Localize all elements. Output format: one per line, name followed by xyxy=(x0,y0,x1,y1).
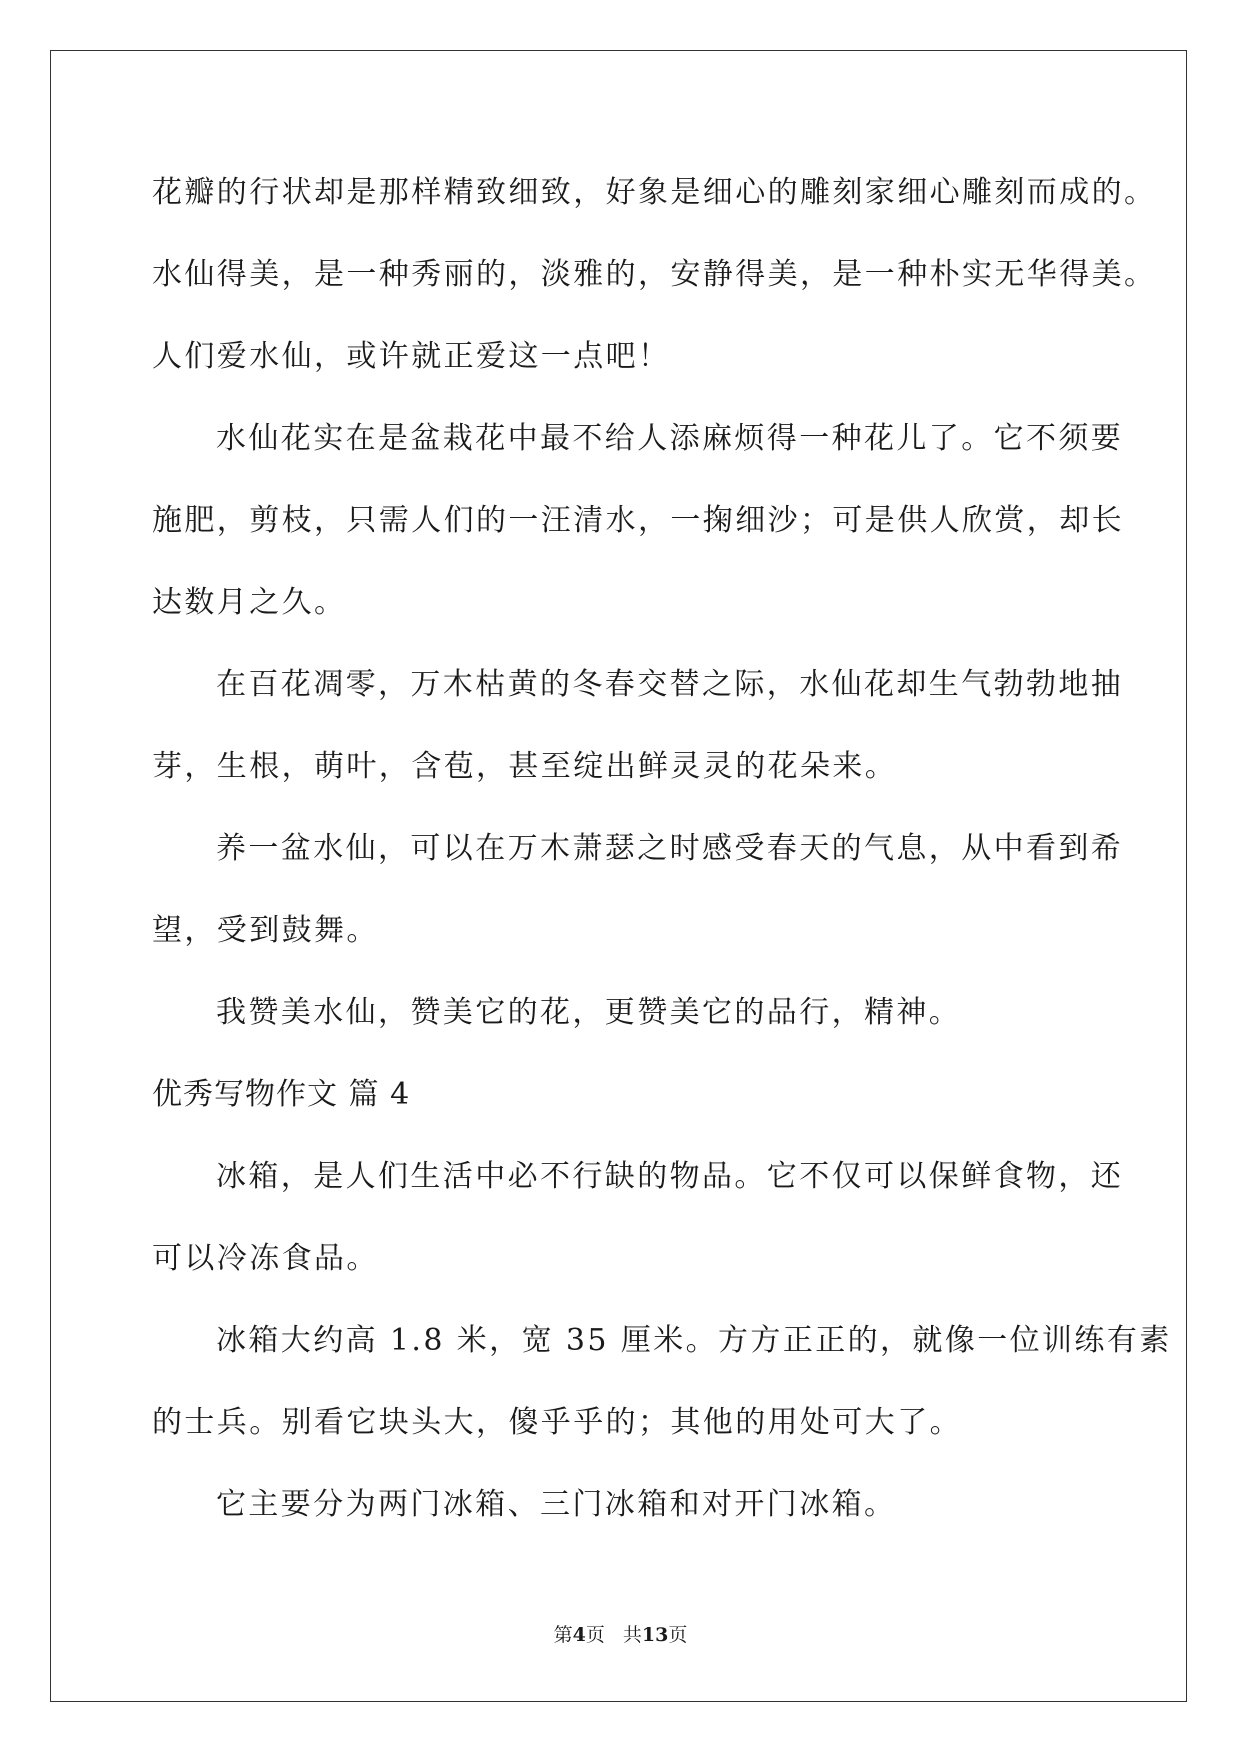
text-line: 施肥，剪枝，只需人们的一汪清水，一掬细沙；可是供人欣赏，却长 xyxy=(152,503,1124,538)
text-line: 望，受到鼓舞。 xyxy=(152,913,379,948)
document-body xyxy=(152,152,1172,1546)
total-prefix: 共 xyxy=(622,1624,642,1646)
section-heading: 优秀写物作文 篇 4 xyxy=(152,1077,411,1112)
paragraph-start-line: 冰箱，是人们生活中必不行缺的物品。它不仅可以保鲜食物，还 xyxy=(216,1159,1124,1194)
page-prefix: 第 xyxy=(553,1624,573,1646)
text-line: 的士兵。别看它块头大，傻乎乎的；其他的用处可大了。 xyxy=(152,1405,962,1440)
paragraph-start-line: 我赞美水仙，赞美它的花，更赞美它的品行，精神。 xyxy=(216,995,962,1030)
text-line: 芽，生根，萌叶，含苞，甚至绽出鲜灵灵的花朵来。 xyxy=(152,749,898,784)
text-line: 人们爱水仙，或许就正爱这一点吧！ xyxy=(152,339,671,374)
paragraph-start-line: 水仙花实在是盆栽花中最不给人添麻烦得一种花儿了。它不须要 xyxy=(216,421,1124,456)
total-suffix: 页 xyxy=(668,1624,688,1646)
paragraph-start-line: 在百花凋零，万木枯黄的冬春交替之际，水仙花却生气勃勃地抽 xyxy=(216,667,1124,702)
text-line: 达数月之久。 xyxy=(152,585,347,620)
paragraph-start-line: 它主要分为两门冰箱、三门冰箱和对开门冰箱。 xyxy=(216,1487,897,1522)
total-pages: 13 xyxy=(641,1624,669,1646)
text-line: 可以冷冻食品。 xyxy=(152,1241,379,1276)
page-footer xyxy=(0,1620,1241,1647)
paragraph-start-line: 冰箱大约高 1.8 米，宽 35 厘米。方方正正的，就像一位训练有素 xyxy=(216,1323,1172,1358)
text-line: 花瓣的行状却是那样精致细致，好象是细心的雕刻家细心雕刻而成的。 xyxy=(152,175,1157,210)
page-number: 4 xyxy=(572,1624,586,1646)
paragraph-start-line: 养一盆水仙，可以在万木萧瑟之时感受春天的气息，从中看到希 xyxy=(216,831,1124,866)
text-line: 水仙得美，是一种秀丽的，淡雅的，安静得美，是一种朴实无华得美。 xyxy=(152,257,1157,292)
page-suffix: 页 xyxy=(585,1624,605,1646)
